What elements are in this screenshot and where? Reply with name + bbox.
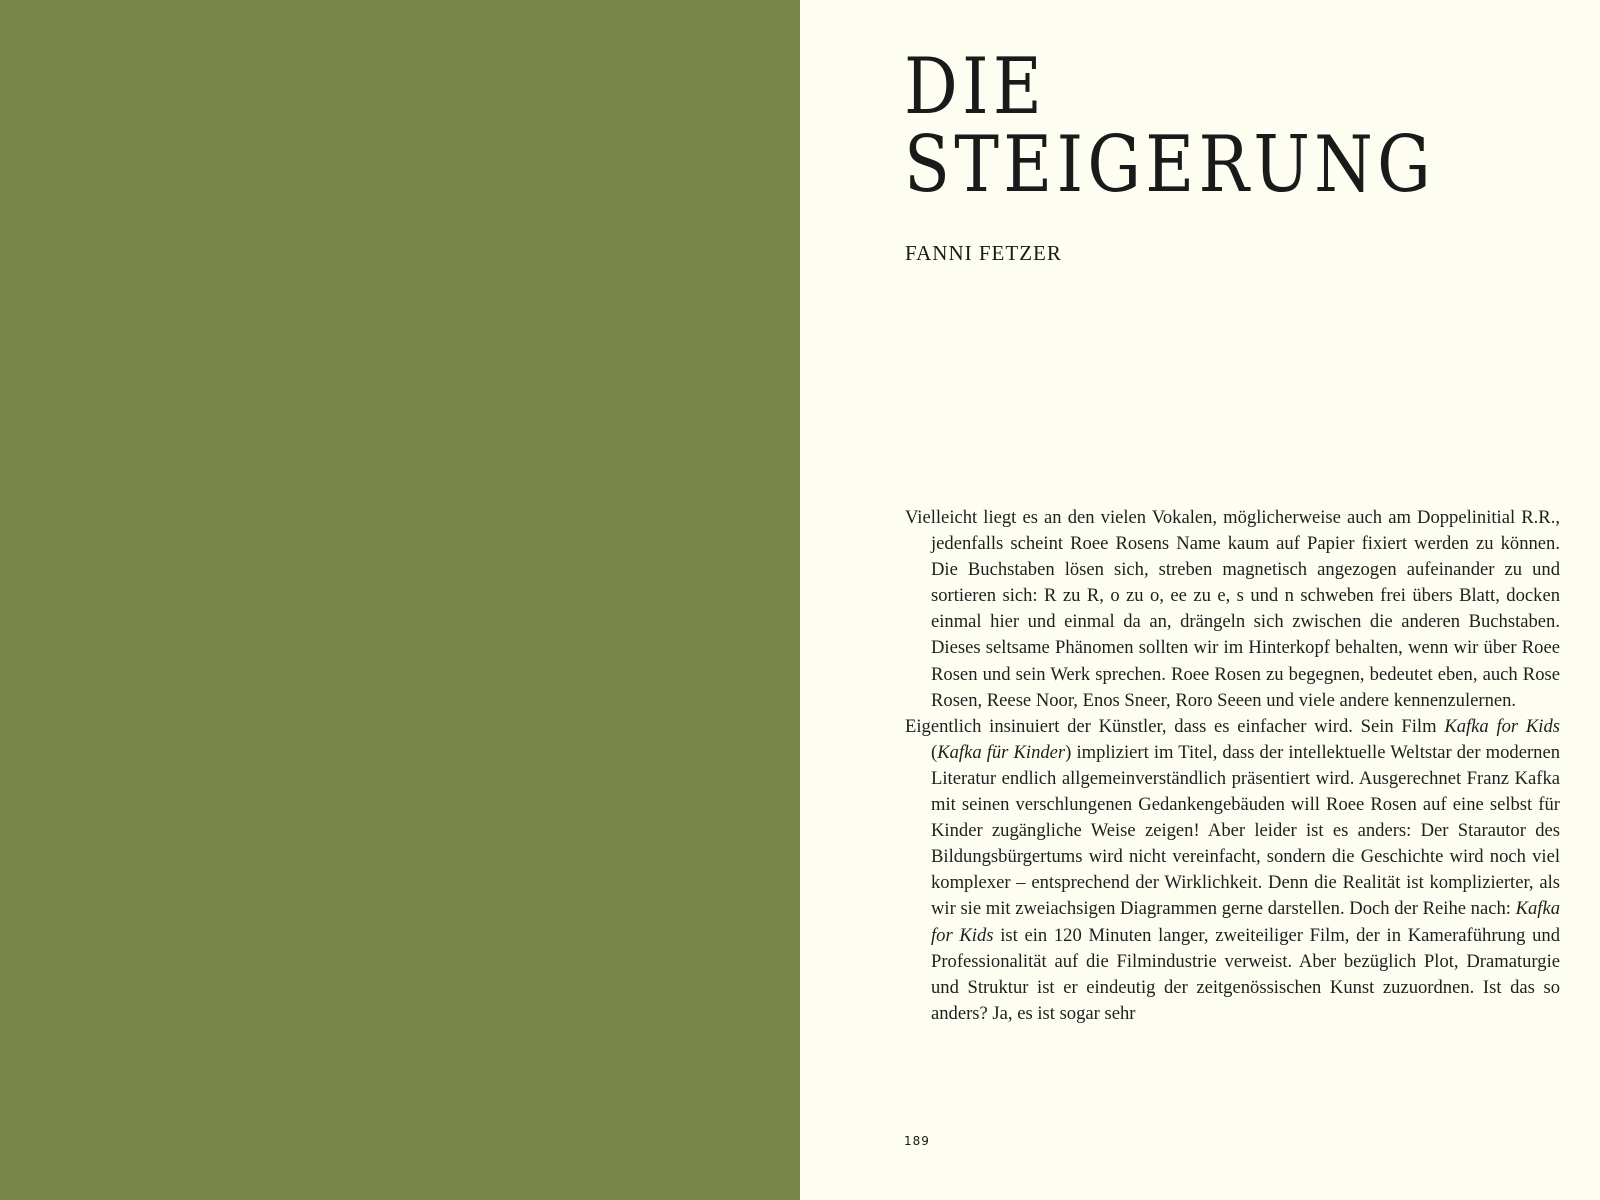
essay-title-line-2: STEIGERUNG — [904, 120, 1436, 210]
paragraph-1: Vielleicht liegt es an den vielen Vokalen, möglicherweise auch am Doppelinitial R.R., jedenfalls scheint Roee Rosens Name kaum auf Papier fixiert werden zu können. Die Buchstaben lösen sich, streben magnetisch angezogen aufeinander zu und sortieren sich: R zu R, o zu o, ee zu e, s und n schweben frei übers Blatt, docken einmal hier und einmal da an, drängeln sich zwischen die anderen Buchstaben. Dieses seltsame Phänomen sollten wir im Hinterkopf behalten, wenn wir über Roee Rosen und sein Werk sprechen. Roee Rosen zu begegnen, bedeutet eben, auch Rose Rosen, Reese Noor, Enos Sneer, Roro Seeen und viele andere kennenzulernen. — [905, 507, 1560, 711]
film-title-italic: Kafka for Kids — [931, 898, 1560, 946]
film-title-german-italic: Kafka für Kinder — [937, 741, 1066, 763]
paragraph-2-text: ist ein 120 Minuten langer, zweiteiliger Film, der in Kameraführung und Professionalität auf die Filmindustrie verweist. Aber bezüglich Plot, Dramaturgie und Struktur ist er eindeutig der zeitgenössischen Kunst zuzuordnen. Ist das so anders? Ja, es ist sogar sehr — [931, 924, 1560, 1024]
paragraph-2 — [905, 714, 1560, 1027]
paragraph-2-text: Eigentlich insinuiert der Künstler, dass es einfacher wird. Sein Film — [905, 715, 1445, 737]
author-name: FANNI FETZER — [905, 241, 1062, 265]
essay-title-line-1: DIE — [904, 42, 1047, 132]
paragraph-2-text: ( — [931, 741, 938, 763]
body-text — [905, 505, 1560, 1027]
film-title-italic: Kafka for Kids — [1444, 715, 1561, 737]
paragraph-2-text: ) impliziert im Titel, dass der intellektuelle Weltstar der modernen Literatur endlich allgemeinverständlich präsentiert wird. Ausgerechnet Franz Kafka mit seinen verschlungenen Gedankengebäuden will Roee Rosen auf eine selbst für Kinder zugängliche Weise zeigen! Aber leider ist es anders: Der Starautor des Bildungsbürgertums wird nicht vereinfacht, sondern die Geschichte wird noch viel komplexer – entsprechend der Wirklichkeit. Denn die Realität ist komplizierter, als wir sie mit zweiachsigen Diagrammen gerne darstellen. Doch der Reihe nach: — [931, 741, 1560, 920]
right-page — [800, 0, 1600, 1200]
essay-title — [904, 42, 1436, 210]
page-number: 189 — [904, 1134, 930, 1148]
